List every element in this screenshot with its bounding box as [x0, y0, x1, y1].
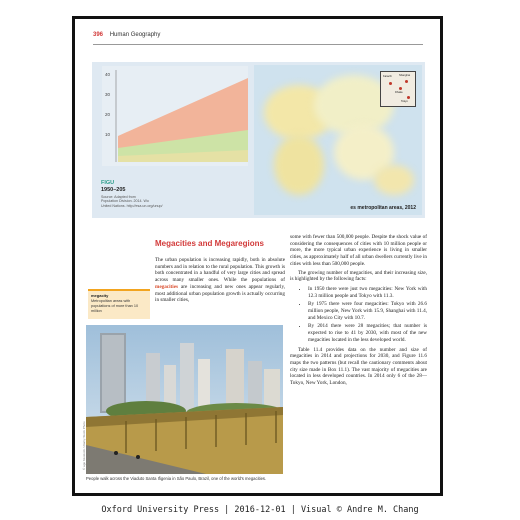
list-item: • By 1975 there were four megacities: Tokyo with 26.6 million people, New York with 15.9, Shanghai with 11.4, and Mexico City with 10.7. — [308, 301, 427, 321]
photo-caption: People walk across the Viaduto Santa Ifigenia in São Paulo, Brazil, one of the world's megacities. — [86, 476, 267, 481]
pedestrian — [114, 451, 118, 455]
figure-caption — [101, 180, 251, 208]
photo-sao-paulo — [86, 325, 283, 474]
text-run: The urban population is increasing rapidly, both in absolute numbers and in relation to the rural population. This growth is both concentrated in a handful of very large cities and spread across many smaller ones. While the populations of — [155, 257, 285, 284]
axis-tick: 20 — [105, 112, 111, 117]
footer-credit: Oxford University Press | 2016-12-01 | Visual © Andre M. Chang — [101, 505, 419, 515]
building — [198, 359, 210, 411]
inset-label: Karachi — [383, 75, 392, 78]
photo-credit-text: © age fotostock / Alamy Stock Photo — [82, 421, 86, 470]
source-line: Source: Adapted from — [101, 195, 136, 199]
page-frame — [72, 16, 443, 496]
running-title: Human Geography — [109, 32, 161, 38]
fact-list — [290, 286, 427, 344]
glossary-definition: Metropolitan areas with populations of more than 10 million — [91, 299, 139, 313]
city-marker — [389, 82, 392, 85]
text-column-right — [290, 234, 427, 389]
map-title: es metropolitan areas, 2012 — [350, 205, 416, 211]
paragraph: Table 11.4 provides data on the number and size of megacities in 2014 and projections for 2030, and Figure 11.6 maps the two patterns (but recall the cautionary comments about city size made in Box 11.1). The vast majority of megacities are located in less developed countries. In 2014 only 6 of the 28—Tokyo, New York, London, — [290, 346, 427, 387]
source-line: United Nations. http://esa.un.org/unup/ — [101, 203, 163, 208]
list-item: • By 2014 there were 28 megacities; that number is expected to rise to 41 by 2030, with most of the new megacities located in the less developed world. — [308, 323, 427, 343]
paragraph: some with fewer than 500,000 people. Despite the shock value of considering the consequences of cities with 10 million people or more, the more typical urban experience is living in smaller cities, as approximately half of all urban dwellers currently live in cities with less than 500,000 people. — [290, 234, 427, 267]
figure-source — [101, 195, 251, 208]
building — [180, 343, 194, 411]
glossary-box — [88, 289, 150, 319]
city-marker — [399, 87, 402, 90]
glossary-term: megacity — [91, 293, 109, 298]
axis-tick: 10 — [105, 132, 111, 137]
building — [226, 349, 244, 411]
source-line: Population Division. 2014. Wo — [101, 199, 149, 204]
page-header — [93, 32, 423, 45]
highlight-term: megacities — [155, 283, 179, 290]
pedestrian — [136, 455, 140, 459]
figure-label: FIGU — [101, 180, 115, 186]
text-column-left — [155, 257, 285, 306]
paragraph — [155, 257, 285, 304]
city-marker — [405, 80, 408, 83]
inset-label: Tokyo — [401, 100, 408, 103]
page-number: 396 — [93, 32, 104, 38]
map-inset — [380, 71, 416, 107]
inset-label: Dhaka — [395, 91, 403, 94]
photo-credit — [79, 354, 85, 472]
world-map — [254, 65, 422, 215]
building — [102, 335, 124, 411]
section-heading: Megacities and Megaregions — [155, 239, 264, 248]
figure-title: 1950–205 — [101, 187, 126, 193]
city-marker — [407, 96, 410, 99]
urban-population-chart — [102, 66, 248, 166]
land-blob — [274, 135, 324, 195]
axis-tick: 40 — [105, 72, 111, 77]
figure-panel — [92, 62, 425, 218]
list-item: • In 1950 there were just two megacities: New York with 12.3 million people and Tokyo with 11.3. — [308, 286, 427, 299]
text-run: are increasing and new ones appear regularly, most additional urban population growth is actually occurring in smaller cities, — [155, 283, 285, 304]
inset-label: Shanghai — [399, 74, 410, 77]
paragraph: The growing number of megacities, and their increasing size, is highlighted by the following facts: — [290, 269, 427, 283]
land-blob — [374, 165, 414, 195]
building — [264, 369, 280, 411]
axis-tick: 30 — [105, 92, 111, 97]
